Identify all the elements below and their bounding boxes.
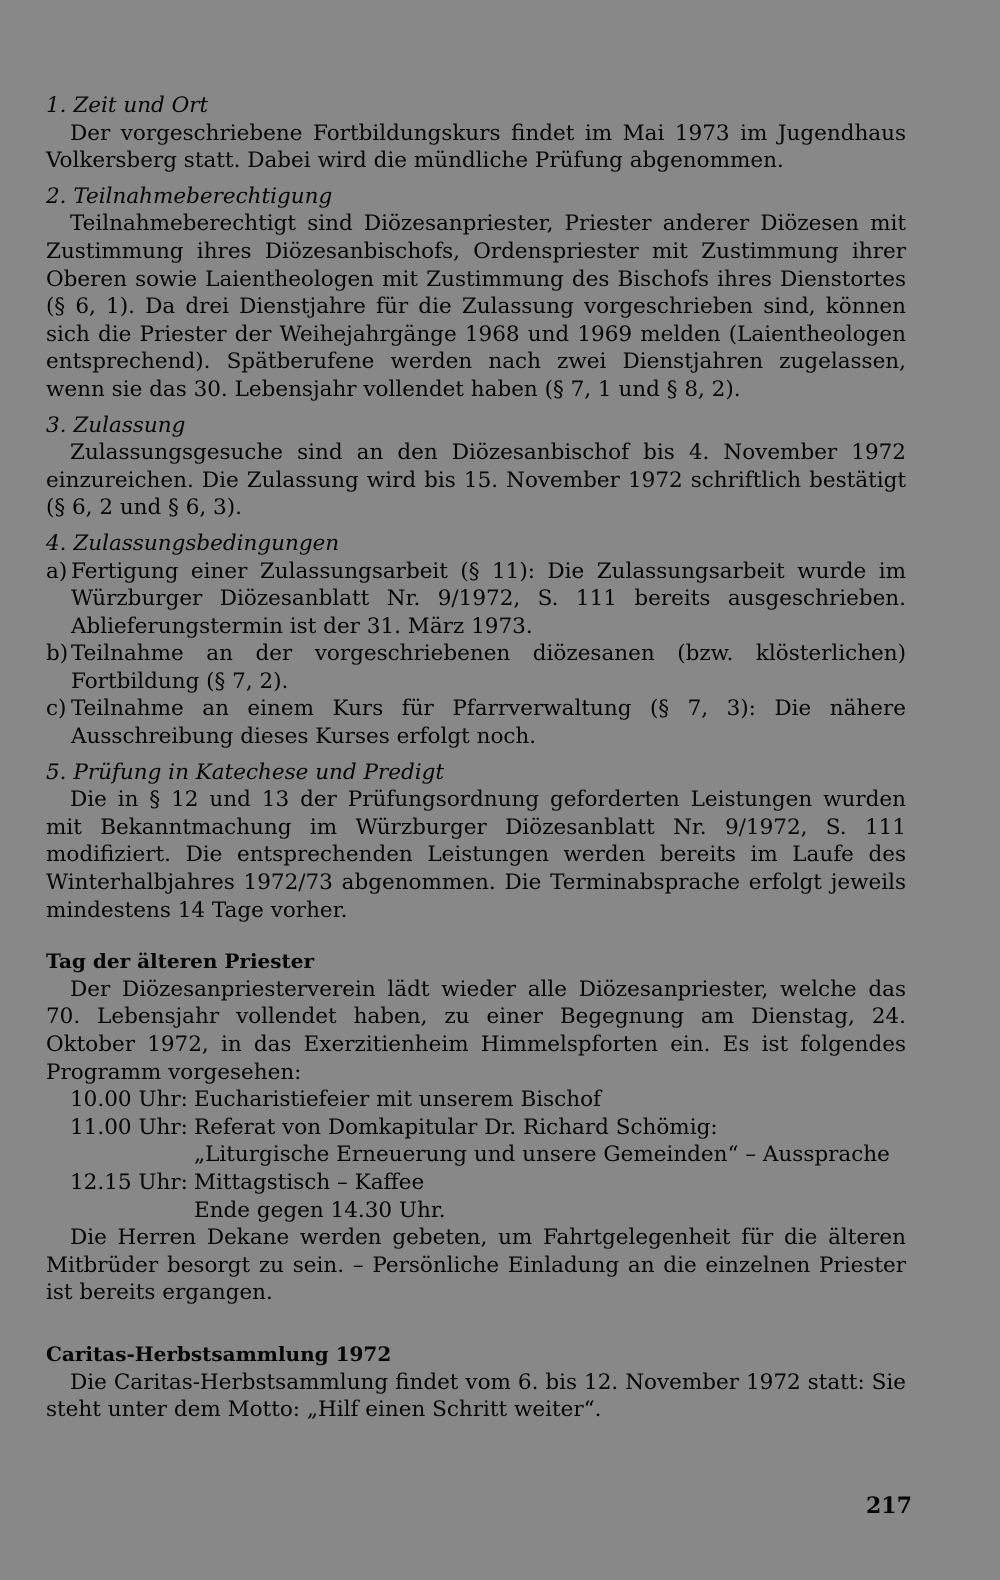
section-zeit-und-ort <box>46 92 906 175</box>
list-item-text: Fertigung einer Zulassungsarbeit (§ 11): Die Zulassungsarbeit wurde im Würzburger Diözesanblatt Nr. 9/1972, S. 111 bereits ausgeschrieben. Ablieferungstermin ist der 31. März 1973. <box>71 558 906 639</box>
list-item <box>46 695 906 750</box>
caritas-text: Die Caritas-Herbstsammlung findet vom 6. bis 12. November 1972 statt: Sie steht unter dem Motto: „Hilf einen Schritt weiter“. <box>46 1369 906 1423</box>
list-item <box>46 640 906 695</box>
section-zulassungsbedingungen <box>46 530 906 751</box>
priests-intro: Der Diözesanpriesterverein lädt wieder alle Diözesanpriester, welche das 70. Lebensjahr vollendet haben, zu einer Begegnung am Dienstag, 24. Oktober 1972, in das Exerzitienheim Himmelspforten ein. Es ist folgendes Programm vorgesehen: <box>46 976 906 1085</box>
schedule-row <box>70 1086 906 1114</box>
priests-title: Tag der älteren Priester <box>46 949 315 974</box>
list-item-text: Teilnahme an einem Kurs für Pfarrverwaltung (§ 7, 3): Die nähere Ausschreibung dieses Kurses erfolgt noch. <box>71 696 906 750</box>
section-text: Teilnahmeberechtigt sind Diözesanpriester, Priester anderer Diözesen mit Zustimmung ihres Diözesanbischofs, Ordenspriester mit Zustimmung ihrer Oberen sowie Laientheologen mit Zustimmung des Bischofs ihres Dienstortes (§ 6, 1). Da drei Dienstjahre für die Zulassung vorgeschrieben sind, können sich die Priester der Weihejahrgänge 1968 und 1969 melden (Laientheologen entsprechend). Spätberufene werden nach zwei Dienstjahren zugelassen, wenn sie das 30. Lebensjahr vollendet haben (§ 7, 1 und § 8, 2). <box>46 211 906 402</box>
section-heading: 2. Teilnahmeberechtigung <box>46 183 333 209</box>
section-heading: 4. Zulassungsbedingungen <box>46 530 340 556</box>
schedule-time: 12.15 Uhr: <box>70 1169 188 1195</box>
section-heading: 5. Prüfung in Katechese und Predigt <box>46 759 444 785</box>
schedule-row <box>70 1114 906 1142</box>
document-content <box>46 92 906 1424</box>
schedule-row <box>70 1197 906 1225</box>
schedule-desc: Ende gegen 14.30 Uhr. <box>194 1197 446 1223</box>
priests-outro: Die Herren Dekane werden gebeten, um Fahrtgelegenheit für die älteren Mitbrüder besorgt zu sein. – Persönliche Einladung an die einzelnen Priester ist bereits ergangen. <box>46 1225 906 1306</box>
program-schedule <box>70 1086 906 1224</box>
schedule-time <box>70 1141 194 1169</box>
section-zulassung <box>46 412 906 522</box>
page-number: 217 <box>866 1493 912 1519</box>
section-text: Die in § 12 und 13 der Prüfungsordnung geforderten Leistungen wurden mit Bekanntmachung im Würzburger Diözesanblatt Nr. 9/1972, S. 111 modifiziert. Die entsprechenden Leistungen werden bereits im Laufe des Winterhalbjahres 1972/73 abgenommen. Die Terminabsprache erfolgt jeweils mindestens 14 Tage vorher. <box>46 787 906 923</box>
section-pruefung <box>46 759 906 925</box>
list-item-letter: c) <box>46 696 67 722</box>
section-teilnahmeberechtigung <box>46 183 906 404</box>
schedule-desc: Referat von Domkapitular Dr. Richard Schömig: <box>194 1114 718 1140</box>
list-item-letter: a) <box>46 558 68 584</box>
section-heading: 1. Zeit und Ort <box>46 93 209 118</box>
section-text: Der vorgeschriebene Fortbildungskurs findet im Mai 1973 im Jugendhaus Volkersberg statt. Dabei wird die mündliche Prüfung abgenommen. <box>46 120 906 174</box>
schedule-time <box>70 1197 194 1225</box>
schedule-time: 10.00 Uhr: <box>70 1087 188 1113</box>
caritas-title: Caritas-Herbstsammlung 1972 <box>46 1341 392 1366</box>
list-item-text: Teilnahme an der vorgeschriebenen diözesanen (bzw. klösterlichen) Fortbildung (§ 7, 2). <box>71 641 906 694</box>
section-text: Zulassungsgesuche sind an den Diözesanbischof bis 4. November 1972 einzureichen. Die Zulassung wird bis 15. November 1972 schriftlich bestätigt (§ 6, 2 und § 6, 3). <box>46 440 906 521</box>
schedule-desc: „Liturgische Erneuerung und unsere Gemeinden“ – Aussprache <box>194 1142 890 1168</box>
schedule-desc: Mittagstisch – Kaffee <box>194 1169 425 1195</box>
schedule-row <box>70 1169 906 1197</box>
section-heading: 3. Zulassung <box>46 412 186 438</box>
list-item-letter: b) <box>46 641 69 667</box>
schedule-time: 11.00 Uhr: <box>70 1114 188 1140</box>
schedule-row <box>70 1141 906 1169</box>
schedule-desc: Eucharistiefeier mit unserem Bischof <box>194 1087 601 1113</box>
list-item <box>46 558 906 641</box>
